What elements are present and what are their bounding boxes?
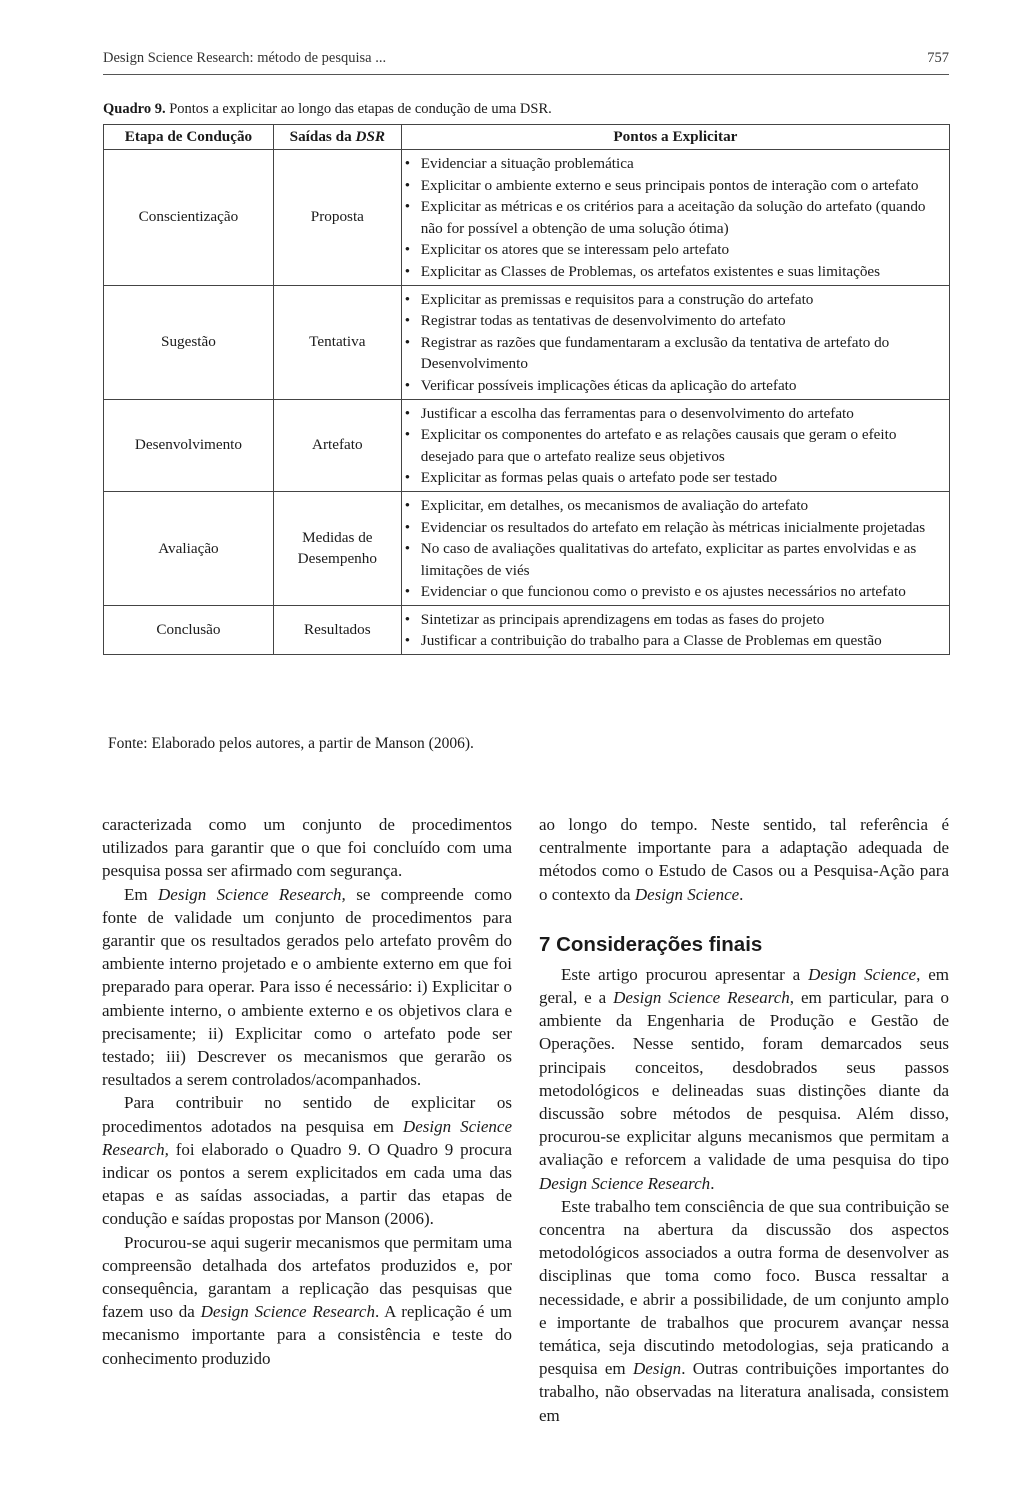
table-row: [104, 150, 950, 286]
stage-cell: Desenvolvimento: [104, 399, 274, 491]
running-title: Design Science Research: método de pesquisa ...: [103, 50, 387, 66]
table-row: [104, 285, 950, 399]
paragraph: [539, 1195, 949, 1427]
output-cell: Tentativa: [273, 285, 401, 399]
left-column: [102, 813, 512, 1370]
points-cell: [401, 605, 949, 654]
text-run: .: [710, 1173, 715, 1193]
point-item: • Sintetizar as principais aprendizagens em todas as fases do projeto: [402, 609, 945, 631]
paragraph: [102, 1231, 512, 1370]
table-caption: [103, 101, 949, 118]
italic-run: Design Science Research: [539, 1173, 711, 1193]
text-run: . A replicação é um mecanismo importante para a consistência e teste do conhecimento produzido: [102, 1302, 512, 1368]
points-cell: [401, 150, 949, 286]
stage-cell: Conclusão: [104, 605, 274, 654]
point-item: • Registrar as razões que fundamentaram a exclusão da tentativa de artefato do Desenvolvimento: [402, 332, 945, 375]
point-item: • Explicitar as métricas e os critérios para a aceitação da solução do artefato (quando não for possível a obtenção de uma solução ótima): [402, 196, 945, 239]
quadro-9-table: [103, 124, 950, 655]
page-number: 757: [927, 50, 949, 66]
paragraph: [539, 813, 949, 906]
point-item: • Explicitar as Classes de Problemas, os artefatos existentes e suas limitações: [402, 261, 945, 283]
table-label: Quadro 9.: [103, 101, 166, 117]
section-heading: 7 Considerações finais: [539, 932, 763, 956]
table-source-note: Fonte: Elaborado pelos autores, a partir de Manson (2006).: [108, 735, 474, 752]
output-cell: Medidas de Desempenho: [273, 491, 401, 605]
text-run: , em geral, e a: [539, 964, 949, 1008]
points-cell: [401, 399, 949, 491]
italic-run: Design: [633, 1359, 682, 1379]
output-cell: Resultados: [273, 605, 401, 654]
text-run: , em particular, para o ambiente da Engenharia de Produção e Gestão de Operações. Nesse sentido, foram demarcados seus principais conceitos, desdobrados seus passos metodológicos e delineadas suas distinções diante da discussão sobre métodos de pesquisa. Além disso, procurou-se explicitar alguns mecanismos que permitam a avaliação e reforcem a validade de uma pesquisa do tipo: [539, 988, 950, 1170]
point-item: • Evidenciar os resultados do artefato em relação às métricas inicialmente projetadas: [402, 517, 945, 539]
text-run: se compreende como fonte de validade um conjunto de procedimentos para garantir que os resultados gerados pelo artefato provêm do ambiente interno projetado e o ambiente externo em que foi preparado para operar. Para isso é necessário: i) Explicitar o ambiente interno, o ambiente externo e os objetivos clara e precisamente; ii) Explicitar como o artefato pode ser testado; iii) Descrever os mecanismos que gerarão os resultados a serem controlados/acompanhados.: [102, 884, 513, 1090]
running-header: [103, 48, 949, 70]
column-header-etapa: Etapa de Condução: [104, 125, 274, 150]
point-item: • Explicitar, em detalhes, os mecanismos de avaliação do artefato: [402, 495, 945, 517]
italic-run: Design Science Research: [613, 988, 790, 1008]
text-run: . Outras contribuições importantes do trabalho, não observadas na literatura analisada, consistem em: [539, 1359, 949, 1425]
italic-run: Design Science: [808, 964, 917, 984]
table-caption-text: Pontos a explicitar ao longo das etapas de condução de uma DSR.: [165, 101, 552, 117]
points-cell: [401, 285, 949, 399]
points-list: [402, 150, 949, 285]
point-item: • Evidenciar o que funcionou como o previsto e os ajustes necessários no artefato: [402, 581, 945, 603]
points-list: [402, 286, 949, 399]
saidas-header-dsr: DSR: [355, 128, 386, 146]
point-item: • Explicitar as formas pelas quais o artefato pode ser testado: [402, 467, 945, 489]
point-item: • Explicitar o ambiente externo e seus principais pontos de interação com o artefato: [402, 175, 945, 197]
text-run: Em: [124, 884, 159, 904]
table-row: [104, 605, 950, 654]
stage-cell: Avaliação: [104, 491, 274, 605]
point-item: • Explicitar os componentes do artefato e as relações causais que geram o efeito desejado para que o artefato realize seus objetivos: [402, 424, 945, 467]
table-row: [104, 399, 950, 491]
italic-run: Design Science Research,: [158, 884, 346, 904]
point-item: • Justificar a escolha das ferramentas para o desenvolvimento do artefato: [402, 403, 945, 425]
point-item: • Registrar todas as tentativas de desenvolvimento do artefato: [402, 310, 945, 332]
paragraph: [102, 883, 512, 1092]
point-item: • Explicitar os atores que se interessam pelo artefato: [402, 239, 945, 261]
points-list: [402, 606, 949, 654]
table-header-row: [104, 125, 950, 150]
paragraph: [102, 1091, 512, 1230]
points-list: [402, 400, 949, 491]
points-list: [402, 492, 949, 605]
column-header-saidas: [273, 125, 401, 150]
point-item: • No caso de avaliações qualitativas do artefato, explicitar as partes envolvidas e as limitações de viés: [402, 538, 945, 581]
paragraph: caracterizada como um conjunto de procedimentos utilizados para garantir que o que foi concluído com uma pesquisa possa ser afirmado com segurança.: [102, 815, 512, 881]
stage-cell: Conscientização: [104, 150, 274, 286]
saidas-header-text: Saídas da: [289, 128, 356, 146]
point-item: • Explicitar as premissas e requisitos para a construção do artefato: [402, 289, 945, 311]
point-item: • Evidenciar a situação problemática: [402, 153, 945, 175]
right-column: [539, 813, 949, 1427]
points-cell: [401, 491, 949, 605]
text-run: ao longo do tempo. Neste sentido, tal referência é centralmente importante para a adaptação adequada de métodos como o Estudo de Casos ou a Pesquisa-Ação para o contexto da: [539, 815, 949, 904]
text-run: Para contribuir no sentido de explicitar os procedimentos adotados na pesquisa em: [102, 1093, 512, 1136]
output-cell: Proposta: [273, 150, 401, 286]
text-run: Este artigo procurou apresentar a: [561, 964, 809, 984]
text-run: Procurou-se aqui sugerir mecanismos que permitam uma compreensão detalhada dos artefatos produzidos e, por consequência, garantam a replicação das pesquisas que fazem uso da: [102, 1232, 512, 1322]
point-item: • Justificar a contribuição do trabalho para a Classe de Problemas em questão: [402, 630, 945, 652]
stage-cell: Sugestão: [104, 285, 274, 399]
paragraph: [539, 963, 949, 1195]
text-run: .: [739, 884, 744, 904]
output-cell: Artefato: [273, 399, 401, 491]
text-run: foi elaborado o Quadro 9. O Quadro 9 procura indicar os pontos a serem explicitados em cada uma das etapas e as saídas associadas, a partir das etapas de condução e saídas propostas por Manson (2006).: [102, 1139, 512, 1229]
italic-run: Design Science Research: [200, 1302, 375, 1322]
italic-run: Design Science Research,: [102, 1116, 512, 1159]
column-header-pontos: Pontos a Explicitar: [401, 125, 949, 150]
header-divider: [103, 74, 949, 75]
text-run: Este trabalho tem consciência de que sua contribuição se concentra na abertura da discussão dos aspectos metodológicos associados a outra forma de desenvolver as disciplinas que toma como foco. Busca ressaltar a necessidade, e abrir a possibilidade, de um conjunto amplo e importante de trabalhos que procurem avançar nessa temática, seja discutindo metodologias, seja praticando a pesquisa em: [539, 1196, 949, 1379]
italic-run: Design Science: [634, 884, 740, 904]
point-item: • Verificar possíveis implicações éticas da aplicação do artefato: [402, 375, 945, 397]
table-row: [104, 491, 950, 605]
